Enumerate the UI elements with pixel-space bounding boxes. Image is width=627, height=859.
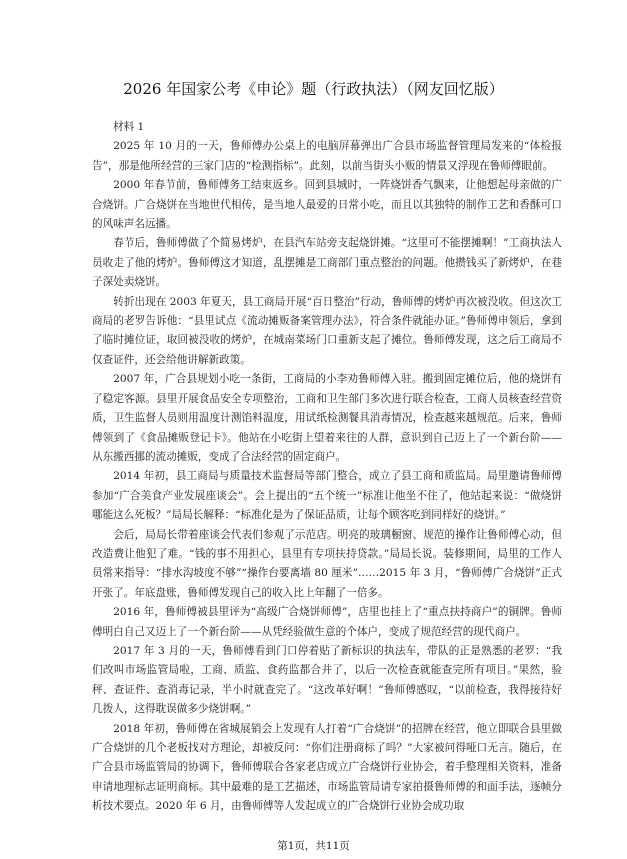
paragraph: 2025 年 10 月的一天，鲁师傅办公桌上的电脑屏幕弹出广合县市场监督管理局发来的“体检报告”，那是他所经营的三家门店的“检测指标”。此刻，以前当街头小贩的情景又浮现在鲁师傅眼前。 <box>92 140 562 172</box>
paragraph: 2014 年初，县工商局与质量技术监督局等部门整合，成立了县工商和质监局。局里邀请鲁师傅参加“广合美食产业发展座谈会”。会上提出的“五个统一”标准让他坐不住了，他站起来说：“做烧饼哪能这么死板？”局局长解释：“标准化是为了保证品质，让每个顾客吃到同样好的烧饼。” <box>92 470 562 522</box>
document-title: 2026 年国家公考《申论》题（行政执法）（网友回忆版） <box>123 80 504 98</box>
paragraph: 2000 年春节前，鲁师傅务工结束返乡。回到县城时，一阵烧饼香气飘来，让他想起母亲做的广合烧饼。广合烧饼在当地世代相传，是当地人最爱的日常小吃，而且以其独特的制作工艺和香酥可口的风味声名远播。 <box>92 179 562 231</box>
page-footer: 第1页，共11页 <box>277 840 350 852</box>
section-label: 材料 1 <box>113 121 145 133</box>
paragraph: 2017 年 3 月的一天，鲁师傅看到门口停着贴了新标识的执法车，带队的正是熟悉的老罗：“我们改叫市场监管局啦，工商、质监、食药监都合并了，以后一次检查就能查完所有项目。”果然，验秤、查证件、查消毒记录，半小时就查完了。“这改革好啊！”鲁师傅感叹，“以前检查，我得接待好几拨人，这得耽误做多少烧饼啊。” <box>92 644 562 716</box>
paragraph: 2007 年，广合县规划小吃一条街，工商局的小李劝鲁师傅入驻。搬到固定摊位后，他的烧饼有了稳定客源。县里开展食品安全专项整治，工商和卫生部门多次进行联合检查，工商人员核查经营资质，卫生监督人员则用温度计测馅料温度，用试纸检测餐具消毒情况，检查越来越规范。后来，鲁师傅领到了《食品摊贩登记卡》。他站在小吃街上望着来往的人群，意识到自己迈上了一个新台阶——从东搬西挪的流动摊贩，变成了合法经营的固定商户。 <box>92 373 562 463</box>
paragraph: 转折出现在 2003 年夏天，县工商局开展“百日整治”行动，鲁师傅的烤炉再次被没收。但这次工商局的老罗告诉他：“县里试点《流动摊贩备案管理办法》，符合条件就能办证。”鲁师傅申领后，拿到了临时摊位证，取回被没收的烤炉，在城南菜场门口重新支起了摊位。鲁师傅发现，这之后工商局不仅查证件，还会给他讲解新政策。 <box>92 295 562 366</box>
paragraph: 会后，局局长带着座谈会代表们参观了示范店。明亮的玻璃橱窗、规范的操作让鲁师傅心动，但改造费让他犯了难。“钱的事不用担心，县里有专项扶持贷款。”局局长说。装修期间，局里的工作人员常来指导：“排水沟坡度不够”“操作台要离墙 80 厘米”……2015 年 3 月，“鲁师傅广合烧饼”正式开张了。年底盘账，鲁师傅发现自己的收入比上年翻了一倍多。 <box>92 528 562 599</box>
document-body <box>92 118 562 817</box>
paragraph: 2016 年，鲁师傅被县里评为“高级广合烧饼师傅”，店里也挂上了“重点扶持商户”的铜牌。鲁师傅明白自己又迈上了一个新台阶——从凭经验做生意的个体户，变成了规范经营的现代商户。 <box>92 606 562 638</box>
paragraph: 2018 年初，鲁师傅在省城展销会上发现有人打着“广合烧饼”的招牌在经营，他立即联合县里做广合烧饼的几个老板找对方理论，却被反问：“你们注册商标了吗？”大家被问得哑口无言。随后，在广合县市场监管局的协调下，鲁师傅联合各家老店成立广合烧饼行业协会，着手整理相关资料，准备申请地理标志证明商标。其中最难的是工艺描述，市场监管局请专家拍摄鲁师傅的和面手法，逐帧分析技术要点。2020 年 6 月，由鲁师傅等人发起成立的广合烧饼行业协会成功取 <box>92 722 562 813</box>
paragraph: 春节后，鲁师傅做了个简易烤炉，在县汽车站旁支起烧饼摊。“这里可不能摆摊啊！”工商执法人员收走了他的烤炉。鲁师傅这才知道，乱摆摊是工商部门重点整治的问题。他攒钱买了新烤炉，在巷子深处卖烧饼。 <box>92 237 562 289</box>
